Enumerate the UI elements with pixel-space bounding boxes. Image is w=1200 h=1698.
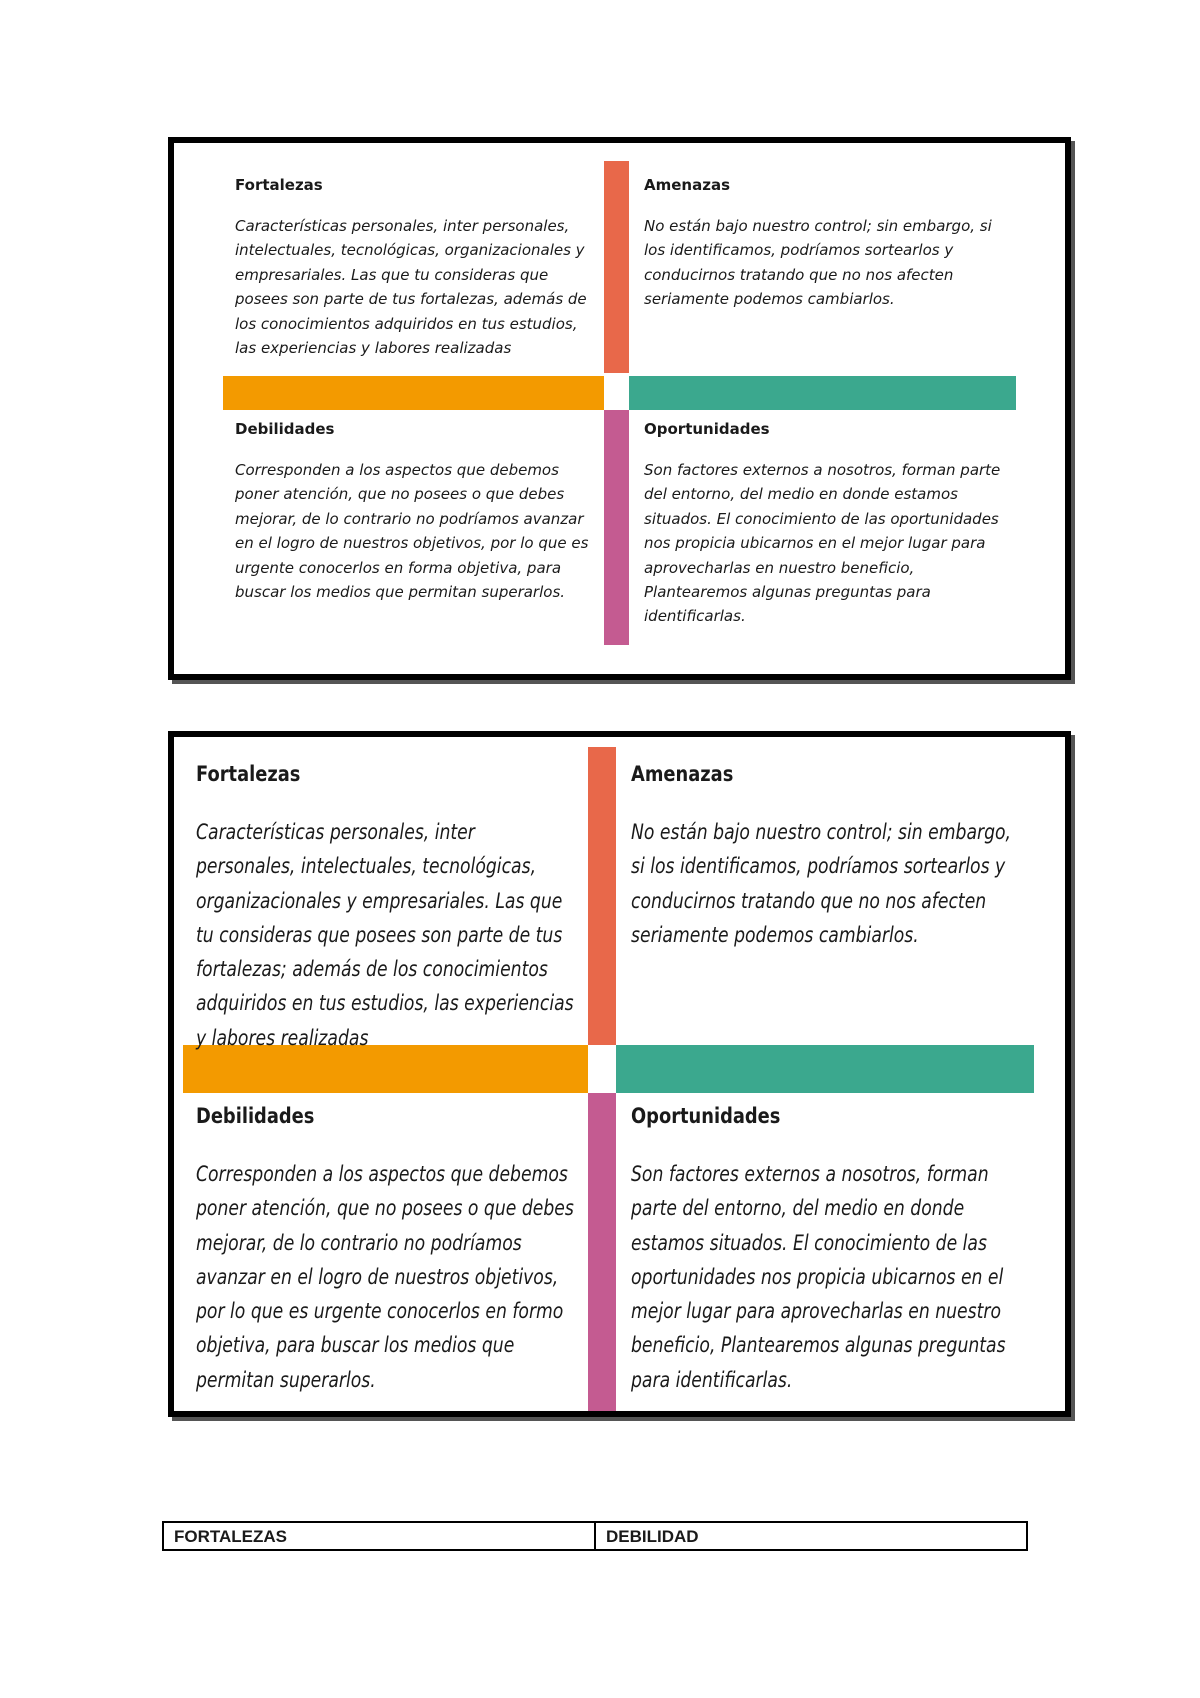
weaknesses-color-bar xyxy=(604,410,629,645)
strengths-text: Características personales, inter personales, intelectuales, tecnológicas, organizacionales y empresariales. Las que tu consideras que posees son parte de tus fortalezas; además de los conocimientos adquiridos en tus estudios, las experiencias y labores realizadas xyxy=(196,820,574,1050)
swot-matrix-large xyxy=(168,731,1071,1417)
opportunities-title: Oportunidades xyxy=(631,1104,781,1128)
strengths-title: Fortalezas xyxy=(235,176,323,194)
strengths-title: Fortalezas xyxy=(196,762,301,786)
strengths-color-bar xyxy=(223,376,604,410)
table-header-strengths: FORTALEZAS xyxy=(164,1523,596,1549)
opportunities-text: Son factores externos a nosotros, forman parte del entorno, del medio en donde estamos situados. El conocimiento de las oportunidades nos propicia ubicarnos en el mejor lugar para aprovecharlas en nuestro beneficio, Plantearemos algunas preguntas para identificarlas. xyxy=(644,461,1001,626)
weaknesses-quadrant xyxy=(196,1104,578,1397)
swot-matrix-small xyxy=(168,137,1071,680)
swot-table xyxy=(162,1521,1028,1551)
threats-text: No están bajo nuestro control; sin embargo, si los identificamos, podríamos sortearlos y conducirnos tratando que no nos afecten seriamente podemos cambiarlos. xyxy=(631,820,1012,947)
threats-color-bar xyxy=(588,747,616,1045)
weaknesses-color-bar xyxy=(588,1093,616,1411)
opportunities-color-bar xyxy=(629,376,1016,410)
opportunities-quadrant xyxy=(631,1104,1026,1397)
weaknesses-text: Corresponden a los aspectos que debemos poner atención, que no posees o que debes mejorar, de lo contrario no podríamos avanzar en el logro de nuestros objetivos, por lo que es urgente conocerlos en formo objetiva, para buscar los medios que permitan superarlos. xyxy=(196,1162,574,1392)
weaknesses-text: Corresponden a los aspectos que debemos poner atención, que no posees o que debes mejorar, de lo contrario no podríamos avanzar en el logro de nuestros objetivos, por lo que es urgente conocerlos en forma objetiva, para buscar los medios que permitan superarlos. xyxy=(235,461,589,602)
opportunities-quadrant xyxy=(644,420,1014,629)
table-header-weakness: DEBILIDAD xyxy=(606,1527,699,1546)
strengths-quadrant xyxy=(235,176,595,360)
threats-title: Amenazas xyxy=(631,762,734,786)
threats-quadrant xyxy=(631,762,1026,952)
threats-text: No están bajo nuestro control; sin embargo, si los identificamos, podríamos sortearlos y conducirnos tratando que no nos afecten seriamente podemos cambiarlos. xyxy=(644,217,992,309)
weaknesses-title: Debilidades xyxy=(235,420,335,438)
strengths-quadrant xyxy=(196,762,578,1055)
opportunities-title: Oportunidades xyxy=(644,420,770,438)
threats-quadrant xyxy=(644,176,1014,312)
opportunities-color-bar xyxy=(616,1045,1034,1093)
threats-color-bar xyxy=(604,161,629,373)
strengths-text: Características personales, inter personales, intelectuales, tecnológicas, organizacionales y empresariales. Las que tu consideras que posees son parte de tus fortalezas, además de los conocimientos adquiridos en tus estudios, las experiencias y labores realizadas xyxy=(235,217,587,358)
threats-title: Amenazas xyxy=(644,176,730,194)
weaknesses-quadrant xyxy=(235,420,595,604)
opportunities-text: Son factores externos a nosotros, forman parte del entorno, del medio en donde estamos situados. El conocimiento de las oportunidades nos propicia ubicarnos en el mejor lugar para aprovecharlas en nuestro beneficio, Plantearemos algunas preguntas para identificarlas. xyxy=(631,1162,1006,1392)
weaknesses-title: Debilidades xyxy=(196,1104,315,1128)
